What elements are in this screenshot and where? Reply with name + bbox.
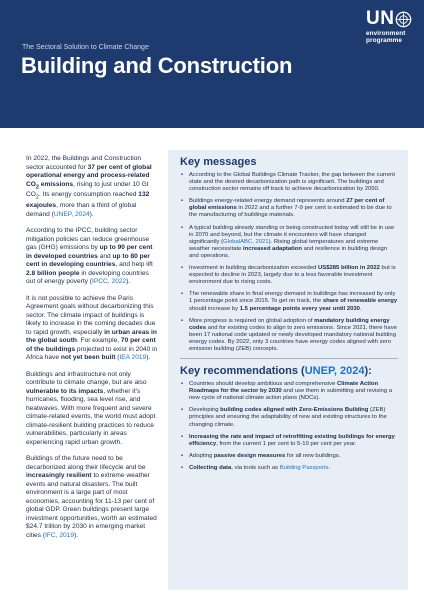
link-unep-2024-rec[interactable]: UNEP, 2024 xyxy=(304,365,365,378)
intro-paragraph-4: Buildings and infrastructure not only contribute to climate change, but are also vulnerable to its impacts, whether it's hurricanes, flooding, sea level rise, and heatwaves. With more frequent and severe climate-related events, the world must adopt climate-resilient building practices to reduce vulnerabilities, particularly in areas experiencing rapid urban growth. xyxy=(26,370,156,446)
list-item: • Increasing the rate and impact of retrofitting existing buildings for energy efficiency, from the current 1 per cent to 5-10 per cent per year. xyxy=(180,434,398,448)
list-item: • Adopting passive design measures for all new buildings. xyxy=(180,453,398,460)
logo-mark xyxy=(366,8,420,30)
page-title: Building and Construction xyxy=(21,53,293,78)
list-item: • Developing building codes aligned with Zero-Emissions Building (ZEB) principles and ensuring the adaptability of new and existing structures to the changing climate. xyxy=(180,407,398,428)
list-item: • Countries should develop ambitious and comprehensive Climate Action Roadmaps for the sector by 2030 and use them in submitting and revising a new cycle of national climate action plans (NDCs). xyxy=(180,381,398,402)
key-messages-list xyxy=(180,172,398,353)
page-subtitle: The Sectoral Solution to Climate Change xyxy=(22,44,149,51)
logo-line2: programme xyxy=(366,37,403,44)
intro-paragraph-3: It is not possible to achieve the Paris Agreement goals without decarbonizing this sector. The climate impact of buildings is likely to increase in the coming decades due to rapid growth, especially in urban areas in the global south. For example, 70 per cent of the buildings projected to exist in 2040 in Africa have not yet been built (IEA 2019). xyxy=(26,294,158,362)
list-item: • Collecting data, via tools such as Building Passports. xyxy=(180,465,398,472)
key-recommendations-heading: Key recommendations (UNEP, 2024): xyxy=(180,365,372,378)
intro-paragraph-2: According to the IPCC, building sector mitigation policies can reduce greenhouse gas (GHG) emissions by up to 90 per cent in developed countries and up to 80 per cent in developing countries, and help lift 2.8 billion people in developing countries out of energy poverty (IPCC, 2022). xyxy=(26,227,153,286)
link-unep-2024[interactable]: UNEP, 2024 xyxy=(53,210,90,218)
list-item: • Buildings energy-related energy demand represents around 27 per cent of global emissions in 2022 and a further 7-9 per cent is estimated to be due to the manufacturing of buildings materials. xyxy=(180,198,398,219)
logo-line1: environment xyxy=(366,30,406,37)
un-globe-icon xyxy=(395,11,412,28)
key-messages-heading: Key messages xyxy=(180,156,257,168)
link-ipcc-2022[interactable]: IPCC, 2022 xyxy=(91,278,127,286)
list-item: • More progress is required on global adoption of mandatory building energy codes and for existing codes to align to zero emissions. Since 2021, there have been 17 national code updated or newly developed mandatory national building energy codes. By 2022, only 3 countries have energy codes aligned with zero emission building (ZEB) concepts. xyxy=(180,318,398,353)
header-banner xyxy=(0,0,424,128)
intro-paragraph-5: Buildings of the future need to be decarbonized along their lifecycle and be increasingly resilient to extreme weather events and natural disasters. The built environment is a large part of most economies, accounting for 11-13 per cent of global GDP. Green buildings present large investment opportunities, worth an estimated $24.7 trillion by 2030 in emerging market cities (IFC, 2019). xyxy=(26,455,157,539)
link-building-passports[interactable]: Building Passports xyxy=(279,464,329,471)
key-panel xyxy=(168,150,408,590)
logo-un: UN xyxy=(366,8,395,29)
unep-logo[interactable] xyxy=(366,8,420,44)
list-item: • A typical building already standing or being constructed today will still be in use in 2070 and beyond, but the climate it encounters will have changed significantly (GlobalABC, 2021). Rising global temperatures and extreme weather necessitate increased adaptation and resilience in building design and operations. xyxy=(180,225,398,260)
key-recommendations-list xyxy=(180,381,398,472)
list-item: • According to the Global Buildings Climate Tracker, the gap between the current state and the desired decarbonization path is significant. The buildings and construction sector remains off track to achieve decarbonization by 2050. xyxy=(180,172,398,193)
section-divider xyxy=(180,358,398,359)
link-iea-2019[interactable]: IEA 2019 xyxy=(119,354,147,362)
list-item: • The renewable share in final energy demand in buildings has increased by only 1 percentage point since 2015. To get on track, the share of renewable energy should increase by 1.5 percentage points every year until 2030. xyxy=(180,291,398,312)
intro-paragraph-1: In 2022, the Buildings and Construction sector accounted for 37 per cent of global operational energy and process-related $CO_2$ emissions, rising to just under 10 Gt $CO_2$. Its energy consumption reached 132 exajoules, more than a third of global demand (UNEP, 2024). xyxy=(26,155,152,218)
link-ifc-2019[interactable]: IFC, 2019 xyxy=(45,531,75,539)
intro-column xyxy=(26,155,159,548)
list-item: • Investment in building decarbonization exceeded US$285 billion in 2022 but is expected to decline in 2023, largely due to a less favorable investment environment due to rising costs. xyxy=(180,265,398,286)
link-globalabc-2021[interactable]: GlobalABC, 2021 xyxy=(223,238,269,245)
